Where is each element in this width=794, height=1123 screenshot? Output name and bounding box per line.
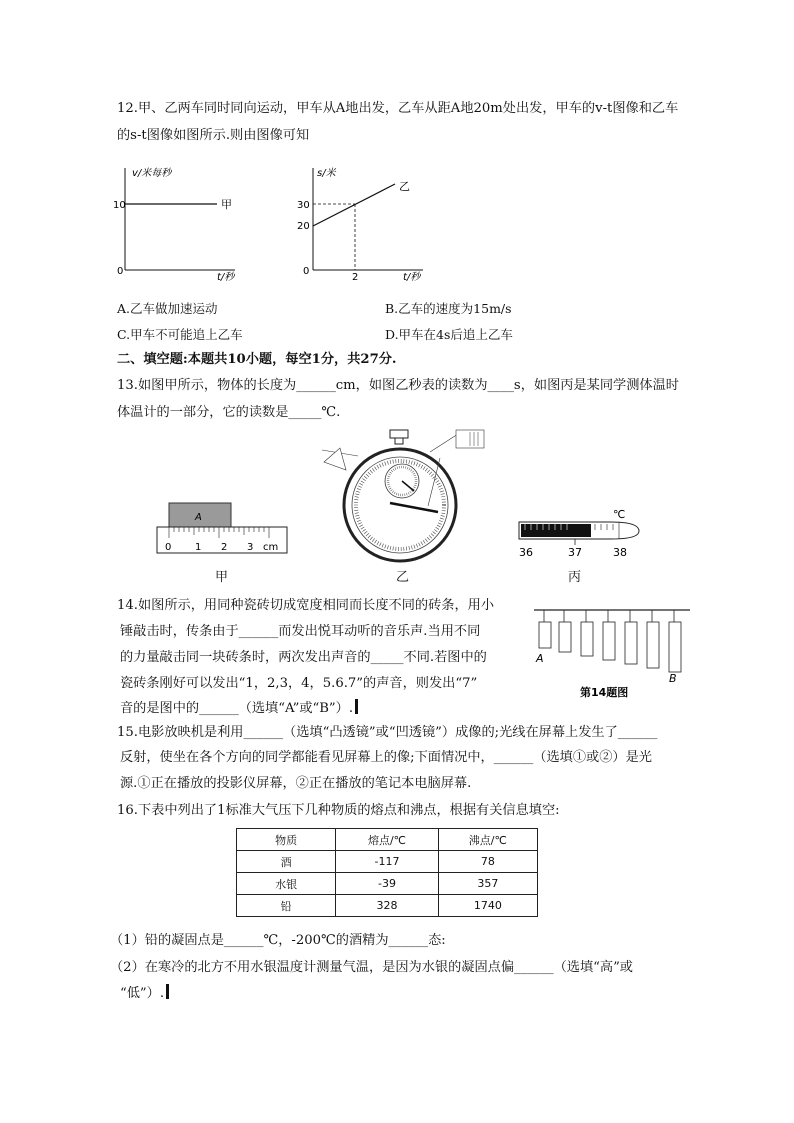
q13-ruler-tick-3: 3 xyxy=(247,542,254,553)
q13-ruler-tick-1: 1 xyxy=(195,542,202,553)
table-cell: 铅 xyxy=(237,895,336,917)
q14-line5: 音的是图中的______（选填“A”或“B”）. xyxy=(120,701,354,716)
table-row xyxy=(237,873,538,895)
table-header-cell: 物质 xyxy=(237,829,336,851)
q13-caption-thermometer: 丙 xyxy=(568,570,582,585)
text-cursor xyxy=(355,699,358,714)
table-cell: 78 xyxy=(438,851,537,873)
q13-caption-ruler: 甲 xyxy=(215,570,229,585)
table-header-row xyxy=(237,829,538,851)
table-cell: -117 xyxy=(336,851,438,873)
q12-g1-xlabel: t/秒 xyxy=(217,272,235,283)
q12-g1-ytick: 10 xyxy=(113,200,126,211)
q12-g1-ylabel: v/米每秒 xyxy=(132,168,172,179)
q14-line1: 14.如图所示，用同种瓷砖切成宽度相同而长度不同的砖条，用小 xyxy=(117,598,495,613)
q13-ruler-figure xyxy=(155,498,295,558)
table-cell: 328 xyxy=(336,895,438,917)
q15-line1: 15.电影放映机是利用______（选填“凸透镜”或“凹透镜”）成像的;光线在屏幕上发生了______ xyxy=(117,725,658,740)
q16-line1: 16.下表中列出了1标准大气压下几种物质的熔点和沸点，根据有关信息填空: xyxy=(117,803,560,818)
q13-thermo-tick-36: 36 xyxy=(519,546,533,559)
q12-option-d: D.甲车在4s后追上乙车 xyxy=(385,327,513,342)
q13-caption-stopwatch: 乙 xyxy=(396,570,410,585)
q14-label-a: A xyxy=(536,652,544,665)
table-row xyxy=(237,851,538,873)
q12-text-line2: 的s-t图像如图所示.则由图像可知 xyxy=(117,128,310,143)
q15-line3: 源.①正在播放的投影仪屏幕，②正在播放的笔记本电脑屏幕. xyxy=(120,776,472,791)
q14-line3: 的力量敲击同一块砖条时，两次发出声音的_____不同.若图中的 xyxy=(120,650,487,665)
q14-fig-caption: 第14题图 xyxy=(580,686,629,699)
q13-thermo-unit: ℃ xyxy=(613,508,626,521)
q14-tile-figure xyxy=(530,602,695,712)
q15-line2: 反射，使坐在各个方向的同学都能看见屏幕上的像;下面情况中，______（选填①或②）是光 xyxy=(120,750,652,765)
table-header-cell: 熔点/℃ xyxy=(336,829,438,851)
q13-block-label: A xyxy=(195,512,202,523)
q14-line5-wrap xyxy=(120,699,358,719)
q12-g2-origin: 0 xyxy=(303,266,310,277)
q12-g2-ytick-bottom: 20 xyxy=(297,221,310,232)
q13-ruler-tick-2: 2 xyxy=(221,542,228,553)
q16-sub2-line1: （2）在寒冷的北方不用水银温度计测量气温，是因为水银的凝固点偏______（选填“高”或 xyxy=(110,960,633,975)
table-header-cell: 沸点/℃ xyxy=(438,829,537,851)
q13-line2: 体温计的一部分，它的读数是_____℃. xyxy=(117,405,341,420)
q12-g2-series: 乙 xyxy=(399,180,410,193)
q16-sub2-line2: “低”）. xyxy=(120,986,165,1001)
q13-thermo-tick-37: 37 xyxy=(568,546,582,559)
q12-g2-xlabel: t/秒 xyxy=(403,272,421,283)
text-cursor xyxy=(166,984,169,999)
q16-sub1: （1）铅的凝固点是______℃，-200℃的酒精为______态: xyxy=(110,933,446,948)
q12-g1-origin: 0 xyxy=(117,266,124,277)
table-row xyxy=(237,895,538,917)
q12-g1-series: 甲 xyxy=(221,198,232,211)
q13-line1: 13.如图甲所示，物体的长度为______cm，如图乙秒表的读数为____s，如图丙是某同学测体温时 xyxy=(117,378,679,393)
table-cell: 357 xyxy=(438,873,537,895)
table-cell: 1740 xyxy=(438,895,537,917)
q16-sub2-line2-wrap xyxy=(120,984,169,1004)
q13-thermo-tick-38: 38 xyxy=(613,546,627,559)
q14-label-b: B xyxy=(669,672,677,685)
q14-line4: 瓷砖条刚好可以发出“1，2,3，4，5.6.7”的声音，则发出“7” xyxy=(120,676,478,691)
q12-st-graph xyxy=(295,160,430,285)
q12-g2-xtick: 2 xyxy=(352,272,359,283)
q13-ruler-unit: cm xyxy=(263,542,279,553)
q13-thermometer-figure xyxy=(515,505,645,560)
q13-stopwatch-figure xyxy=(318,426,490,566)
q14-line2: 锤敲击时，传条由于______而发出悦耳动听的音乐声.当用不同 xyxy=(120,624,481,639)
table-cell: 酒 xyxy=(237,851,336,873)
q12-g2-ytick-top: 30 xyxy=(297,200,310,211)
q16-properties-table xyxy=(236,828,538,917)
section-heading: 二、填空题:本题共10小题，每空1分，共27分. xyxy=(117,352,397,367)
q12-option-a: A.乙车做加速运动 xyxy=(117,301,218,316)
q12-g2-ylabel: s/米 xyxy=(317,168,336,179)
q12-vt-graph xyxy=(115,160,240,285)
q12-option-c: C.甲车不可能追上乙车 xyxy=(117,327,243,342)
q12-option-b: B.乙车的速度为15m/s xyxy=(385,301,512,316)
table-cell: -39 xyxy=(336,873,438,895)
q12-text-line1: 12.甲、乙两车同时同向运动，甲车从A地出发，乙车从距A地20m处出发，甲车的v-t图像和乙车 xyxy=(117,101,679,116)
q13-ruler-tick-0: 0 xyxy=(165,542,172,553)
table-cell: 水银 xyxy=(237,873,336,895)
